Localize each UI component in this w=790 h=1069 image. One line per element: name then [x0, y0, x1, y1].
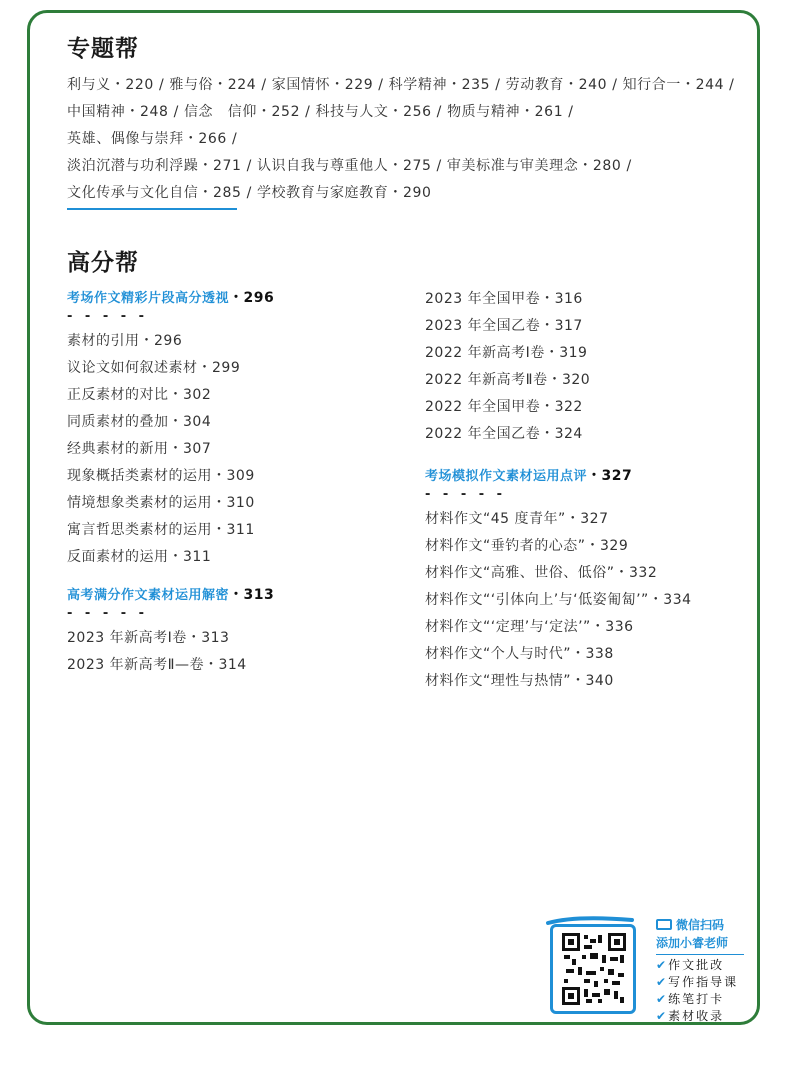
high-score-heading: 高分帮 — [67, 250, 139, 276]
topic-item: 英雄、偶像与崇拜・266 / — [67, 131, 238, 147]
toc-entry: 材料作文“高雅、世俗、低俗”・332 — [425, 565, 658, 581]
promo-heading-2: 添加小睿老师 — [656, 936, 729, 950]
topic-item: 科技与人文・256 / — [315, 104, 443, 120]
section-divider — [67, 208, 237, 210]
toc-entry: 2022 年新高考Ⅱ卷・320 — [425, 372, 591, 388]
section-title-page: ・327 — [587, 468, 633, 484]
dash-rule: - - - - - — [425, 487, 507, 502]
toc-entry: 情境想象类素材的运用・310 — [67, 495, 255, 511]
section-title-page: ・296 — [229, 290, 275, 306]
dash-rule: - - - - - — [67, 606, 149, 621]
qr-code[interactable] — [550, 924, 636, 1014]
toc-entry: 材料作文“个人与时代”・338 — [425, 646, 614, 662]
toc-entry: 材料作文“垂钓者的心态”・329 — [425, 538, 629, 554]
topic-item: 审美标准与审美理念・280 / — [446, 158, 632, 174]
book-logo-icon — [656, 919, 672, 930]
topic-item: 中国精神・248 / — [67, 104, 179, 120]
topic-item: 知行合一・244 / — [622, 77, 735, 93]
promo-bullet — [656, 974, 756, 991]
check-icon: ✔ — [656, 992, 667, 1006]
topic-item: 信念 信仰・252 / — [183, 104, 311, 120]
dash-rule: - - - - - — [67, 309, 149, 324]
topic-item: 学校教育与家庭教育・290 — [256, 185, 432, 201]
topic-item: 雅与俗・224 / — [169, 77, 267, 93]
right-column — [425, 286, 770, 695]
toc-entry: 2023 年新高考Ⅱ—卷・314 — [67, 657, 247, 673]
promo-bullet — [656, 957, 756, 974]
section-title-text: 考场作文精彩片段高分透视 — [67, 291, 230, 306]
section-title — [67, 583, 387, 607]
section-title — [67, 286, 387, 310]
promo-heading-1 — [656, 916, 756, 934]
section-title — [425, 464, 770, 488]
qr-promo — [546, 912, 756, 1022]
toc-entry: 现象概括类素材的运用・309 — [67, 468, 255, 484]
toc-entry: 素材的引用・296 — [67, 333, 183, 349]
toc-entry: 寓言哲思类素材的运用・311 — [67, 522, 255, 538]
toc-entry: 反面素材的运用・311 — [67, 549, 212, 565]
toc-entry: 正反素材的对比・302 — [67, 387, 212, 403]
topic-item: 物质与精神・261 / — [447, 104, 574, 120]
toc-entry: 同质素材的叠加・304 — [67, 414, 212, 430]
topics-list — [67, 72, 747, 207]
left-column — [67, 286, 387, 679]
topic-item: 科学精神・235 / — [388, 77, 501, 93]
section-title-text: 高考满分作文素材运用解密 — [67, 588, 230, 603]
toc-entry: 材料作文“‘定理’与‘定法’”・336 — [425, 619, 634, 635]
toc-entry: 2023 年新高考Ⅰ卷・313 — [67, 630, 230, 646]
check-icon: ✔ — [656, 975, 667, 989]
toc-entry: 经典素材的新用・307 — [67, 441, 212, 457]
topic-item: 利与义・220 / — [67, 77, 165, 93]
promo-text — [656, 916, 756, 1025]
toc-entry: 材料作文“‘引体向上’与‘低姿匍匐’”・334 — [425, 592, 692, 608]
topic-item: 家国情怀・229 / — [271, 77, 384, 93]
toc-entry: 2023 年全国甲卷・316 — [425, 291, 583, 307]
section-title-text: 考场模拟作文素材运用点评 — [425, 469, 588, 484]
promo-bullet-text: 素材收录 — [668, 1009, 725, 1023]
topic-item: 文化传承与文化自信・285 / — [67, 185, 252, 201]
promo-bullet — [656, 1008, 756, 1025]
topic-item: 认识自我与尊重他人・275 / — [256, 158, 442, 174]
toc-entry: 2023 年全国乙卷・317 — [425, 318, 583, 334]
check-icon: ✔ — [656, 1009, 667, 1023]
promo-bullet-text: 作文批改 — [668, 958, 725, 972]
toc-entry: 议论文如何叙述素材・299 — [67, 360, 241, 376]
topic-item: 劳动教育・240 / — [505, 77, 618, 93]
promo-bullet — [656, 991, 756, 1008]
toc-entry: 材料作文“45 度青年”・327 — [425, 511, 609, 527]
check-icon: ✔ — [656, 958, 667, 972]
topic-item: 淡泊沉潜与功利浮躁・271 / — [67, 158, 252, 174]
topics-heading: 专题帮 — [67, 36, 139, 62]
toc-entry: 2022 年全国甲卷・322 — [425, 399, 583, 415]
qr-code-icon — [562, 933, 626, 1005]
promo-divider — [656, 954, 744, 955]
promo-bullet-text: 写作指导课 — [668, 975, 739, 989]
promo-heading-1-text: 微信扫码 — [676, 918, 725, 932]
toc-entry: 2022 年全国乙卷・324 — [425, 426, 583, 442]
toc-entry: 2022 年新高考Ⅰ卷・319 — [425, 345, 588, 361]
promo-bullet-text: 练笔打卡 — [668, 992, 725, 1006]
section-title-page: ・313 — [229, 587, 275, 603]
toc-entry: 材料作文“理性与热情”・340 — [425, 673, 614, 689]
